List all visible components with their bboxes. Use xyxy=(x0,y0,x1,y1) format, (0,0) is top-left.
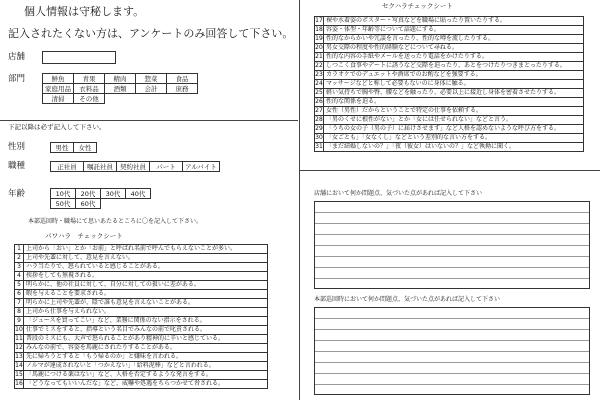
sexual-harassment-number: 23 xyxy=(315,71,323,78)
power-harassment-text: みんなの前で、容姿を馬鹿にされたりすることがある。 xyxy=(24,344,268,353)
power-harassment-number: 1 xyxy=(15,245,24,254)
sexual-harassment-text: マッサージなどと称して必要もないのに身体に触る。 xyxy=(324,80,584,89)
sexual-harassment-item[interactable] xyxy=(315,125,584,134)
power-harassment-number: 4 xyxy=(15,272,24,281)
power-harassment-item[interactable] xyxy=(15,272,268,281)
power-harassment-text: ノルマが達成されないと「つかえない」「給料泥棒」などと言われる。 xyxy=(24,362,268,371)
store-label: 店舗 xyxy=(8,52,26,62)
writing-line xyxy=(315,308,589,319)
writing-line xyxy=(315,224,589,235)
power-harassment-number: 11 xyxy=(15,335,23,342)
power-harassment-item[interactable] xyxy=(15,344,268,353)
power-harassment-number: 8 xyxy=(15,308,24,317)
sexual-harassment-number: 18 xyxy=(315,26,323,33)
sexual-harassment-item[interactable] xyxy=(315,116,584,125)
power-harassment-number: 3 xyxy=(15,263,24,272)
employment-option[interactable]: 嘱託社員 xyxy=(84,162,117,172)
gender-option[interactable]: 男性 xyxy=(51,143,74,153)
writing-line xyxy=(315,374,589,385)
writing-line xyxy=(315,319,589,330)
writing-line xyxy=(315,341,589,352)
sexual-harassment-number: 28 xyxy=(315,116,323,123)
department-option[interactable]: 惣菜 xyxy=(136,74,167,84)
employment-option[interactable]: 正社員 xyxy=(51,162,84,172)
power-harassment-item[interactable] xyxy=(15,371,268,380)
sexual-harassment-number: 25 xyxy=(315,89,323,96)
power-harassment-text: 仕事でミスをすると、指導という名目でみんなの前で叱責される。 xyxy=(24,326,268,335)
employment-label: 職種 xyxy=(8,161,26,171)
power-harassment-number: 2 xyxy=(15,254,24,263)
department-row xyxy=(43,84,198,94)
sexual-harassment-text: 性的な関係を迫る。 xyxy=(324,98,584,107)
sexual-harassment-item[interactable] xyxy=(315,17,584,26)
age-option[interactable]: 50代 xyxy=(51,199,76,209)
sexual-harassment-number: 31 xyxy=(315,143,323,150)
department-option[interactable]: 衣料品 xyxy=(74,84,105,94)
power-harassment-item[interactable] xyxy=(15,353,268,362)
sexual-harassment-item[interactable] xyxy=(315,98,584,107)
power-harassment-text: 普段のミスにも、大声で怒られることがあり精神的に辛いと感じている。 xyxy=(24,335,268,344)
power-harassment-number: 13 xyxy=(15,353,23,360)
power-harassment-number: 6 xyxy=(15,290,24,299)
employment-option[interactable]: パート xyxy=(150,162,183,172)
age-option[interactable]: 40代 xyxy=(126,189,151,199)
hq-issues-field[interactable] xyxy=(314,307,590,395)
age-row xyxy=(51,199,151,209)
power-harassment-item[interactable] xyxy=(15,335,268,344)
required-note: 下記以降は必ず記入して下さい。 xyxy=(8,123,106,131)
power-harassment-item[interactable] xyxy=(15,254,268,263)
sexual-harassment-number: 17 xyxy=(315,17,323,24)
sexual-harassment-text: 性的なからかいや冗談を言ったり、性的な噂を流したりする。 xyxy=(324,35,584,44)
writing-line xyxy=(315,363,589,374)
power-harassment-item[interactable] xyxy=(15,326,268,335)
age-row xyxy=(51,189,151,199)
sexual-harassment-item[interactable] xyxy=(315,134,584,143)
sexual-harassment-text: 性的な内容の手紙やメールを送ったり電話をかけたりする。 xyxy=(324,53,584,62)
power-harassment-number: 14 xyxy=(15,362,23,369)
power-harassment-title: パワハラ チェックシート xyxy=(45,232,123,240)
sexual-harassment-item[interactable] xyxy=(315,107,584,116)
writing-line xyxy=(315,352,589,363)
power-harassment-item[interactable] xyxy=(15,317,268,326)
sexual-harassment-text: 男女交際の程度や性的経験などについて尋ねる。 xyxy=(324,44,584,53)
survey-subtitle: 記入されたくない方は、アンケートのみ回答して下さい。 xyxy=(8,27,294,40)
power-harassment-text: ハラ当たりで、怒られていると感じることがある。 xyxy=(24,263,268,272)
question-note: 本部巡回時・職場にて思いあたるところに〇を記入して下さい。 xyxy=(28,218,203,225)
power-harassment-text: 「馬鹿につける薬はない」など、人格を否定するような発言をする。 xyxy=(24,371,268,380)
divider xyxy=(300,170,600,171)
department-label: 部門 xyxy=(8,74,26,84)
power-harassment-number: 10 xyxy=(15,326,23,333)
age-option[interactable]: 10代 xyxy=(51,189,76,199)
privacy-title: 個人情報は守秘します。 xyxy=(24,5,145,18)
writing-line xyxy=(315,279,589,290)
sexual-harassment-text: 容姿・体型・年齢等について話題にする。 xyxy=(324,26,584,35)
sexual-harassment-text: 軽い気持ちで胸や臀、腰などを触ったり、必要以上に接近し身体を密着させたりする。 xyxy=(324,89,584,98)
sexual-harassment-text: カラオケでのデュエットや酒席でのお酌などを強要する。 xyxy=(324,71,584,80)
department-option[interactable]: 庶務 xyxy=(167,84,198,94)
gender-row xyxy=(51,143,97,153)
divider xyxy=(0,120,298,121)
age-option[interactable]: 20代 xyxy=(76,189,101,199)
employment-option[interactable]: 契約社員 xyxy=(117,162,150,172)
writing-line xyxy=(315,268,589,279)
power-harassment-text: 上司や先輩に対して、意見を言えない。 xyxy=(24,254,268,263)
power-harassment-text: 明らかに上司や先輩が、陰で誰も意見を言えないことがある。 xyxy=(24,299,268,308)
age-label: 年齢 xyxy=(8,189,26,199)
employment-table xyxy=(50,161,220,172)
age-table xyxy=(50,188,151,209)
power-harassment-text: 明らかに、他の社員に対して、自分に対しての扱いに差がある。 xyxy=(24,281,268,290)
power-harassment-text: 上司から「おい」とか「お前」と呼ばれ名前で呼んでもらえないことが多い。 xyxy=(24,245,268,254)
sexual-harassment-item[interactable] xyxy=(315,62,584,71)
sexual-harassment-title: セクハラチェックシート xyxy=(382,2,453,10)
department-option[interactable]: 精肉 xyxy=(105,74,136,84)
sexual-harassment-number: 22 xyxy=(315,62,323,69)
sexual-harassment-text: 女性（男性）だからということで特定の仕事を依頼する。 xyxy=(324,107,584,116)
power-harassment-text: 「ジュースを買ってこい」など、業務に関係のない指示をされる。 xyxy=(24,317,268,326)
power-harassment-item[interactable] xyxy=(15,308,268,317)
power-harassment-text: 挨拶をしても無視される。 xyxy=(24,272,268,281)
sexual-harassment-item[interactable] xyxy=(315,143,584,152)
writing-line xyxy=(315,257,589,268)
power-harassment-number: 15 xyxy=(15,371,23,378)
sexual-harassment-text: 「女ごとも」「女なくし」などという差別的な言い方をする。 xyxy=(324,134,584,143)
sexual-harassment-item[interactable] xyxy=(315,26,584,35)
power-harassment-number: 12 xyxy=(15,344,23,351)
writing-line xyxy=(315,213,589,224)
power-harassment-text: 先に帰ろうとすると「もう帰るのか」と嫌味を言われる。 xyxy=(24,353,268,362)
power-harassment-item[interactable] xyxy=(15,380,268,389)
writing-line xyxy=(315,246,589,257)
sexual-harassment-text: しつこく食事やデートに誘うなど交際を迫ったり、あとをつけたりつきまとったりする。 xyxy=(324,62,584,71)
hq-issues-note: 本部巡回時において何か問題点、気づいた点があれば記入して下さい xyxy=(314,296,501,303)
department-option[interactable]: 酒類 xyxy=(105,84,136,94)
right-page xyxy=(300,0,600,400)
sexual-harassment-text: 「うちの女の子（男の子）に届けさせます」など人格を認めないような呼び方をする。 xyxy=(324,125,584,134)
department-option[interactable]: 清掃 xyxy=(43,94,74,104)
sexual-harassment-item[interactable] xyxy=(315,44,584,53)
store-input[interactable] xyxy=(42,51,116,64)
age-option[interactable]: 30代 xyxy=(101,189,126,199)
power-harassment-number: 16 xyxy=(15,380,23,387)
department-table xyxy=(42,73,198,104)
department-option[interactable]: 鮮魚 xyxy=(43,74,74,84)
power-harassment-item[interactable] xyxy=(15,290,268,299)
sexual-harassment-number: 29 xyxy=(315,125,323,132)
power-harassment-text: 上司から仕事を与えられない。 xyxy=(24,308,268,317)
employment-option[interactable]: アルバイト xyxy=(183,162,220,172)
department-option[interactable]: 青果 xyxy=(74,74,105,84)
writing-line xyxy=(315,385,589,396)
department-option[interactable]: その他 xyxy=(74,94,105,104)
store-issues-field[interactable] xyxy=(314,201,590,289)
sexual-harassment-item[interactable] xyxy=(315,71,584,80)
writing-line xyxy=(315,330,589,341)
writing-line xyxy=(315,202,589,213)
sexual-harassment-number: 27 xyxy=(315,107,323,114)
sexual-harassment-item[interactable] xyxy=(315,80,584,89)
department-option[interactable]: 家庭用品 xyxy=(43,84,74,94)
sexual-harassment-item[interactable] xyxy=(315,53,584,62)
department-row xyxy=(43,94,198,104)
sexual-harassment-number: 24 xyxy=(315,80,323,87)
power-harassment-item[interactable] xyxy=(15,263,268,272)
gender-table xyxy=(50,142,97,153)
power-harassment-number: 9 xyxy=(15,317,24,326)
sexual-harassment-text: 「まだ結婚しないの？」「夜（彼女）はいないの？」など執拗に聞く。 xyxy=(324,143,584,152)
power-harassment-number: 7 xyxy=(15,299,24,308)
power-harassment-item[interactable] xyxy=(15,281,268,290)
power-harassment-text: 「どうなってもいいんだな」など、威嚇や処遇をちらつかせて脅される。 xyxy=(24,380,268,389)
sexual-harassment-number: 21 xyxy=(315,53,323,60)
sexual-harassment-checklist xyxy=(314,16,584,152)
age-option[interactable]: 60代 xyxy=(76,199,101,209)
power-harassment-text: 暇を与えることを要求される。 xyxy=(24,290,268,299)
sexual-harassment-text: 「男のくせに根性がない」とか「女には任せられない」などと言う。 xyxy=(324,116,584,125)
sexual-harassment-item[interactable] xyxy=(315,89,584,98)
writing-line xyxy=(315,235,589,246)
department-option[interactable]: 食品 xyxy=(167,74,198,84)
department-option[interactable]: 会計 xyxy=(136,84,167,94)
sexual-harassment-number: 19 xyxy=(315,35,323,42)
store-issues-note: 店舗において何か問題点、気づいた点があれば記入して下さい xyxy=(314,190,483,197)
power-harassment-number: 5 xyxy=(15,281,24,290)
gender-option[interactable]: 女性 xyxy=(74,143,97,153)
employment-row xyxy=(51,162,220,172)
sexual-harassment-number: 20 xyxy=(315,44,323,51)
sexual-harassment-number: 26 xyxy=(315,98,323,105)
power-harassment-checklist xyxy=(14,244,268,389)
power-harassment-item[interactable] xyxy=(15,245,268,254)
sexual-harassment-item[interactable] xyxy=(315,35,584,44)
gender-label: 性別 xyxy=(8,142,26,152)
sexual-harassment-text: 裸や水着姿のポスター・写真などを職場に貼ったり置いたりする。 xyxy=(324,17,584,26)
power-harassment-item[interactable] xyxy=(15,299,268,308)
department-row xyxy=(43,74,198,84)
power-harassment-item[interactable] xyxy=(15,362,268,371)
sexual-harassment-number: 30 xyxy=(315,134,323,141)
